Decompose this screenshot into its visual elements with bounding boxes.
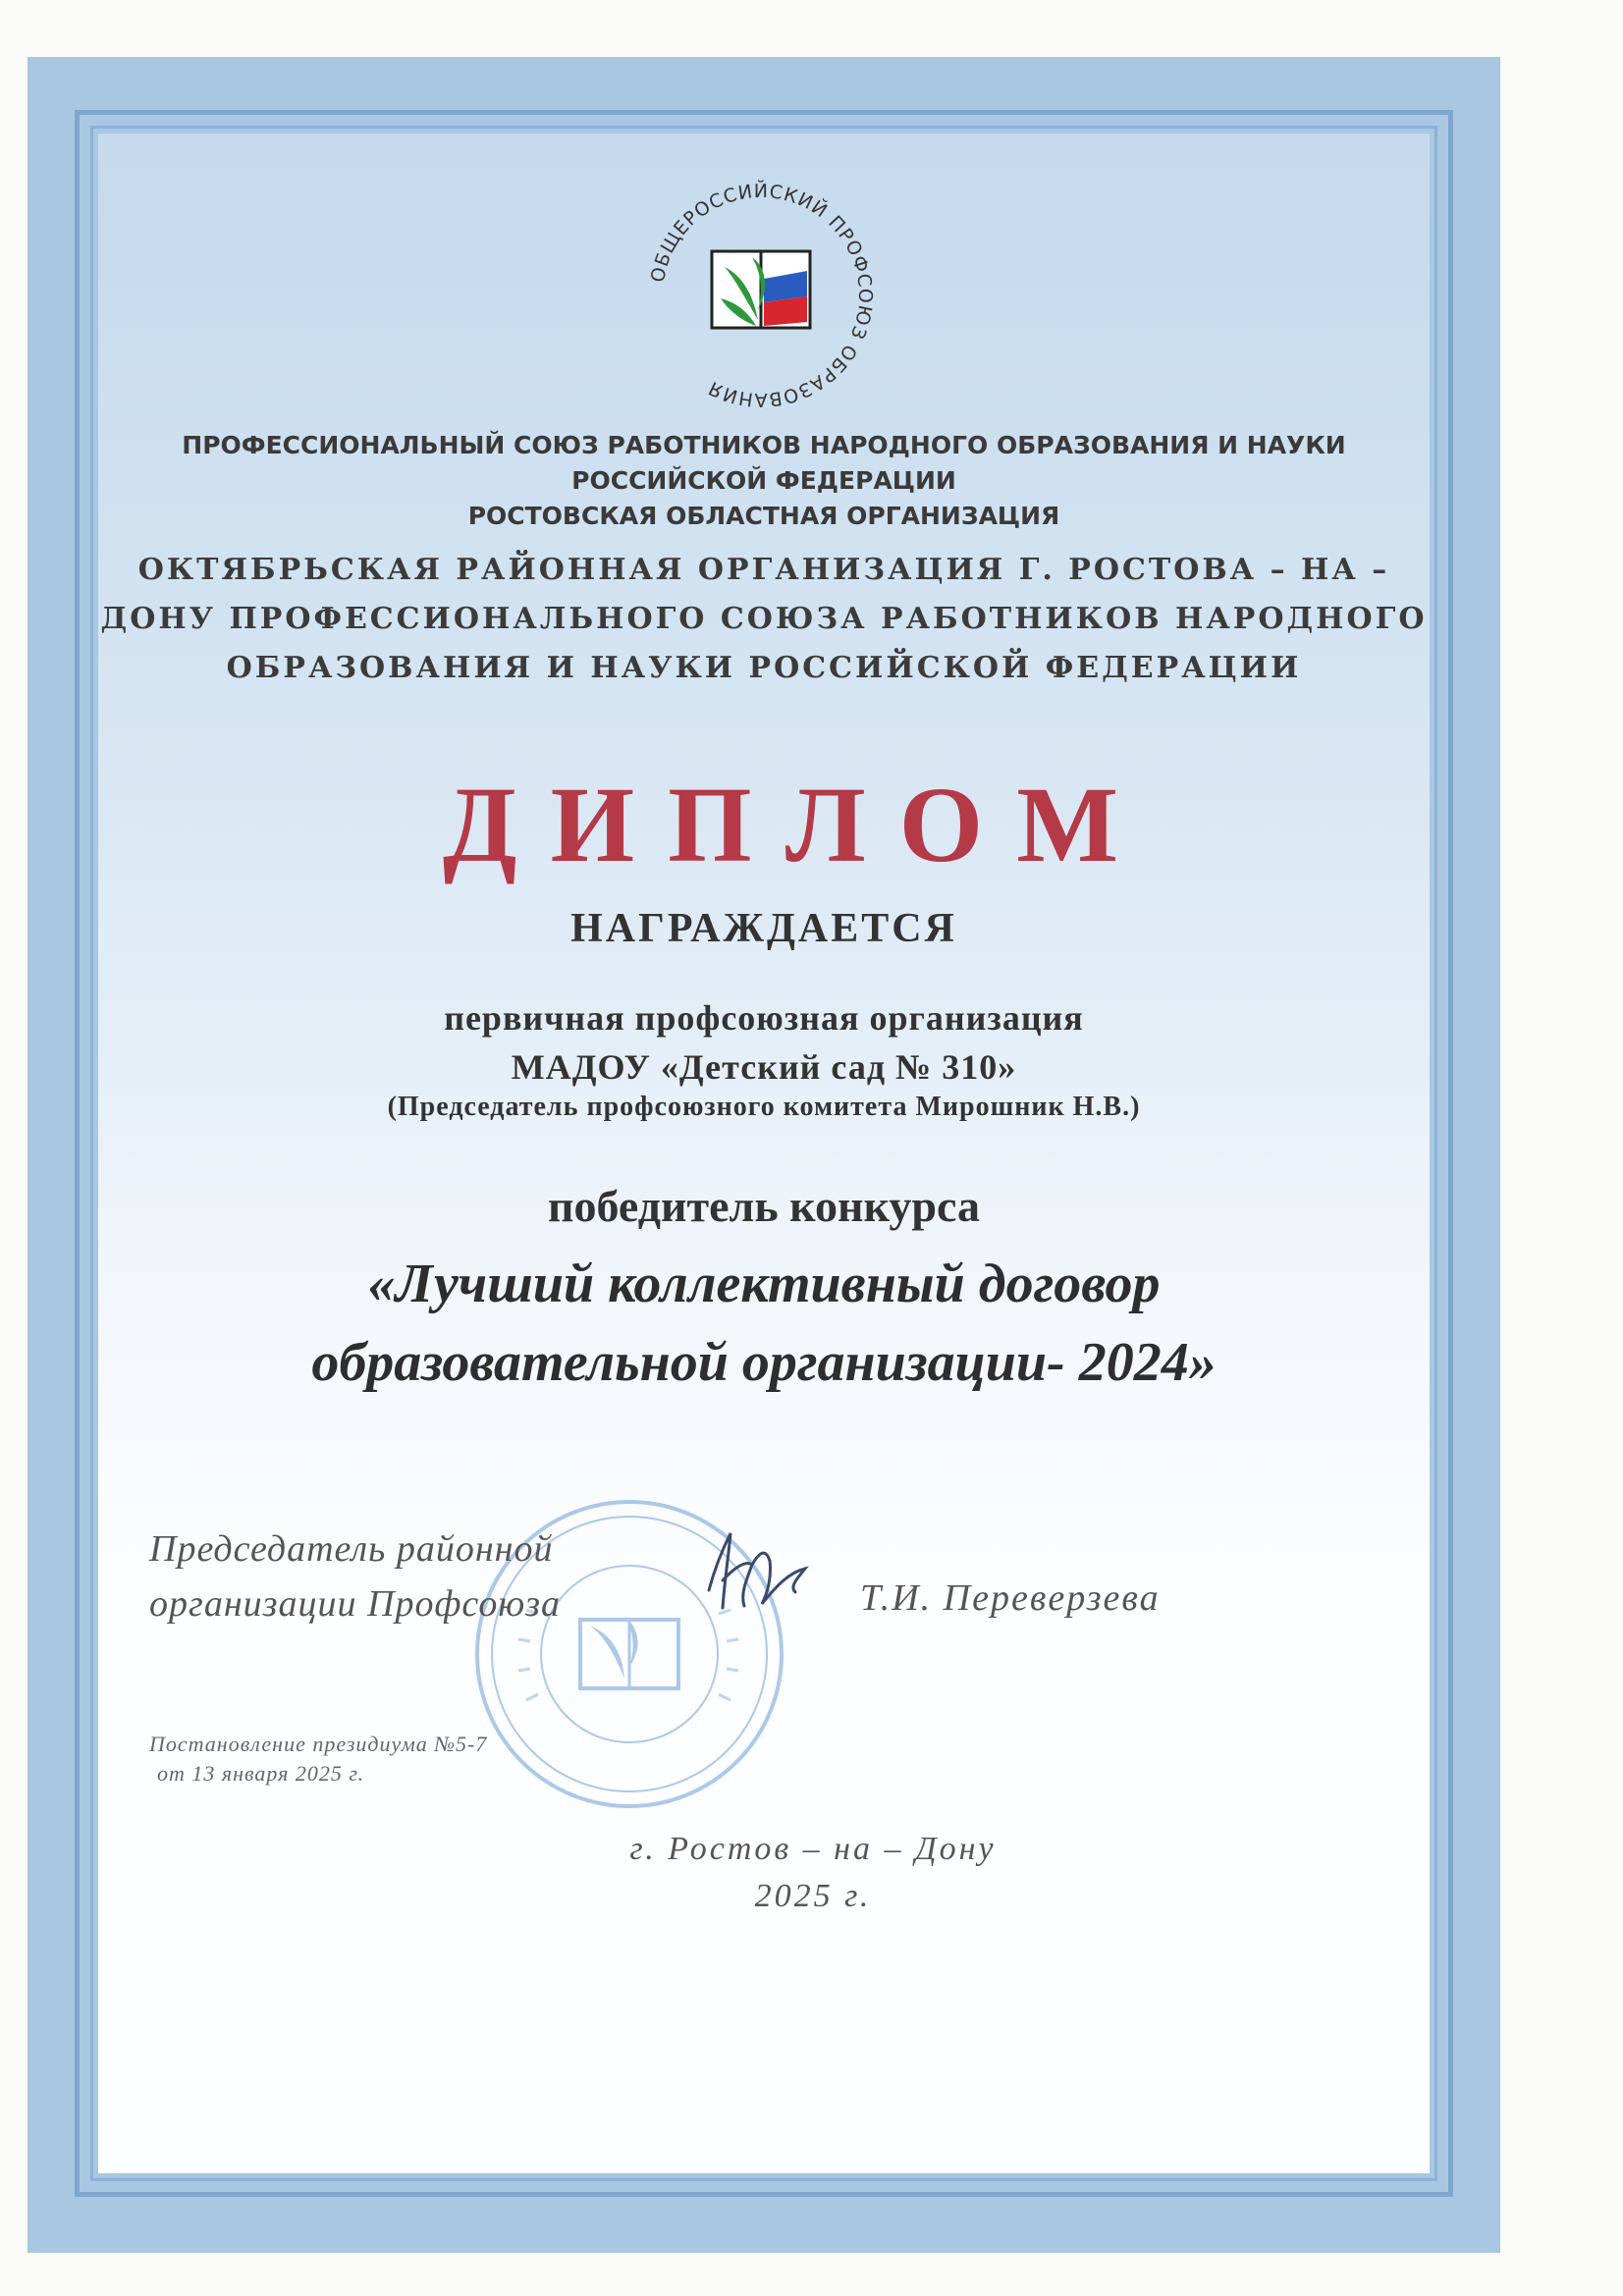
- recipient-line-2: МАДОУ «Детский сад № 310»: [511, 1047, 1017, 1087]
- contest-line-2: образовательной организации- 2024»: [311, 1332, 1217, 1393]
- recipient-block: [98, 993, 1430, 1123]
- union-line-2: РОССИЙСКОЙ ФЕДЕРАЦИИ: [571, 466, 956, 495]
- district-line-2: ДОНУ ПРОФЕССИОНАЛЬНОГО СОЮЗА РАБОТНИКОВ НАРОДНОГО: [100, 602, 1428, 636]
- recipient-line-1: первичная профсоюзная организация: [444, 998, 1084, 1038]
- place-year: 2025 г.: [754, 1878, 872, 1914]
- signatory-title-line-2: организации Профсоюза: [149, 1583, 561, 1625]
- handwritten-signature-icon: [687, 1522, 844, 1629]
- place-city: г. Ростов – на – Дону: [629, 1831, 997, 1867]
- contest-line-1: «Лучший коллективный договор: [367, 1254, 1161, 1314]
- place-and-year: [98, 1826, 1430, 1920]
- signatory-title-line-1: Председатель районной: [149, 1528, 554, 1570]
- award-label: НАГРАЖДАЕТСЯ: [570, 906, 957, 951]
- union-logo-icon: [638, 173, 884, 418]
- decree-reference: [149, 1730, 487, 1789]
- signatory-title: [149, 1522, 561, 1631]
- union-name-heading: [98, 428, 1430, 534]
- signatory-name: Т.И. Переверзева: [860, 1577, 1161, 1619]
- union-line-1: ПРОФЕССИОНАЛЬНЫЙ СОЮЗ РАБОТНИКОВ НАРОДНОГО ОБРАЗОВАНИЯ И НАУКИ: [182, 431, 1346, 459]
- district-org-heading: [98, 546, 1430, 693]
- contest-name: [98, 1245, 1430, 1402]
- svg-text:ОБЩЕРОССИЙСКИЙ ПРОФСОЮЗ ОБРАЗО: ОБЩЕРОССИЙСКИЙ ПРОФСОЮЗ ОБРАЗОВАНИЯ: [646, 180, 877, 411]
- recipient-line-3: (Председатель профсоюзного комитета Мирошник Н.В.): [387, 1092, 1141, 1122]
- decree-line-1: Постановление президиума №5-7: [149, 1732, 488, 1756]
- decree-line-2: от 13 января 2025 г.: [157, 1761, 365, 1786]
- diploma-title: ДИПЛОМ: [442, 765, 1153, 884]
- district-line-3: ОБРАЗОВАНИЯ И НАУКИ РОССИЙСКОЙ ФЕДЕРАЦИИ: [226, 651, 1302, 685]
- winner-label: победитель конкурса: [548, 1181, 980, 1231]
- district-line-1: ОКТЯБРЬСКАЯ РАЙОННАЯ ОРГАНИЗАЦИЯ Г. РОСТОВА – НА –: [137, 553, 1390, 587]
- union-line-3: РОСТОВСКАЯ ОБЛАСТНАЯ ОРГАНИЗАЦИЯ: [467, 502, 1060, 530]
